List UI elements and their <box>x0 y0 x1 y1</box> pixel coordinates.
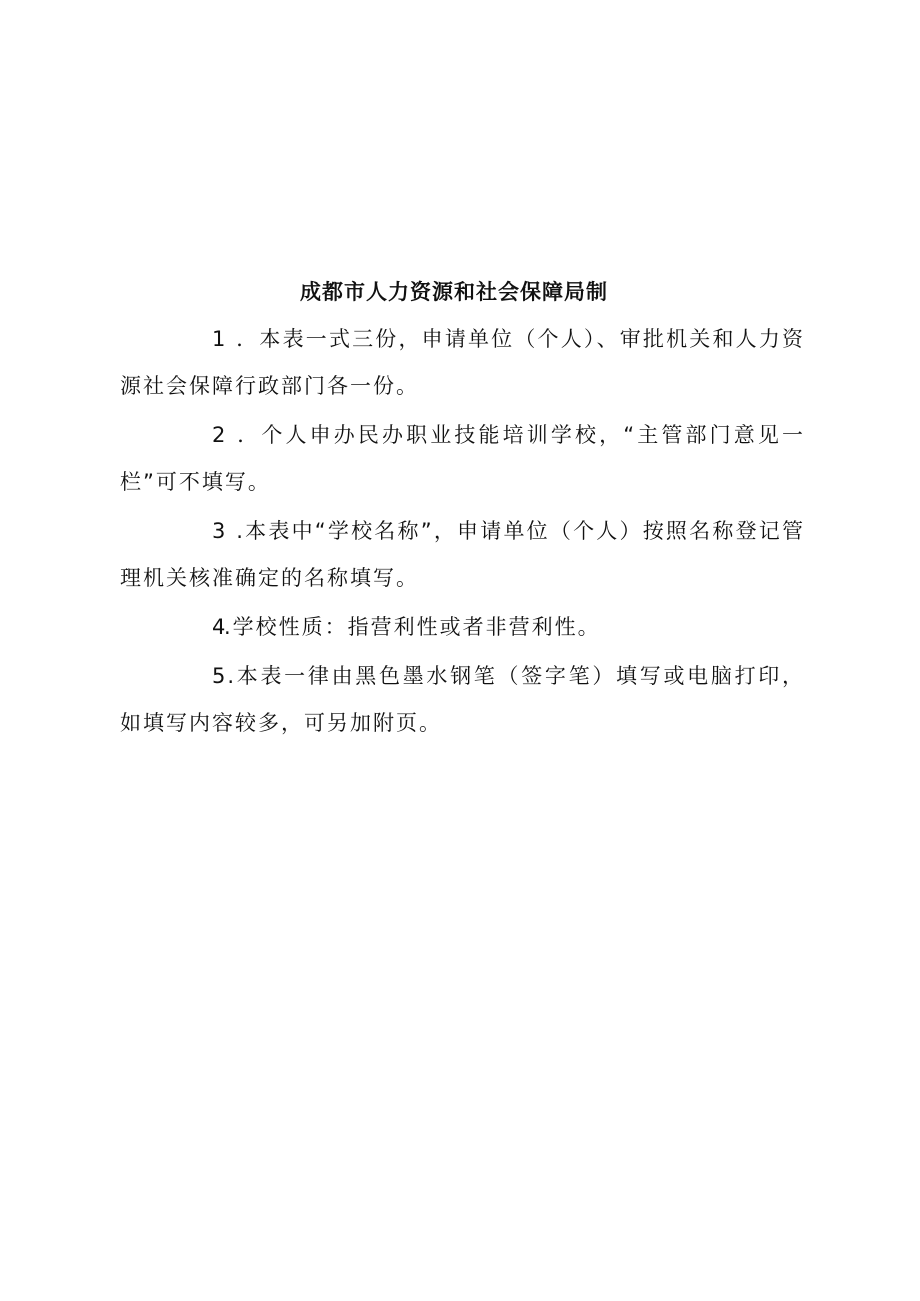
instruction-item-1 <box>120 316 805 410</box>
instruction-text: ．本表一式三份，申请单位（个人）、审批机关和人力资源社会保障行政部门各一份。 <box>120 327 805 398</box>
instruction-item-5 <box>120 653 805 747</box>
instruction-text: .本表中“学校名称”，申请单位（个人）按照名称登记管理机关核准确定的名称填写。 <box>120 519 805 590</box>
instruction-text: ．个人申办民办职业技能培训学校，“主管部门意见一栏”可不填写。 <box>120 423 805 494</box>
instruction-text: .学校性质：指营利性或者非营利性。 <box>224 615 601 639</box>
instruction-number: 5 <box>212 664 228 688</box>
instruction-number: 4 <box>212 615 228 639</box>
instruction-item-3 <box>120 508 805 602</box>
instruction-text: .本表一律由黑色墨水钢笔（签字笔）填写或电脑打印，如填写内容较多，可另加附页。 <box>120 664 805 735</box>
instruction-item-2 <box>120 412 805 506</box>
instruction-item-4 <box>120 604 805 651</box>
instruction-number: 1 <box>212 327 228 351</box>
instruction-number: 3 <box>212 519 228 543</box>
instructions-list <box>120 316 805 749</box>
issuer-line: 成都市人力资源和社会保障局制 <box>300 280 608 304</box>
instruction-number: 2 <box>212 423 228 447</box>
